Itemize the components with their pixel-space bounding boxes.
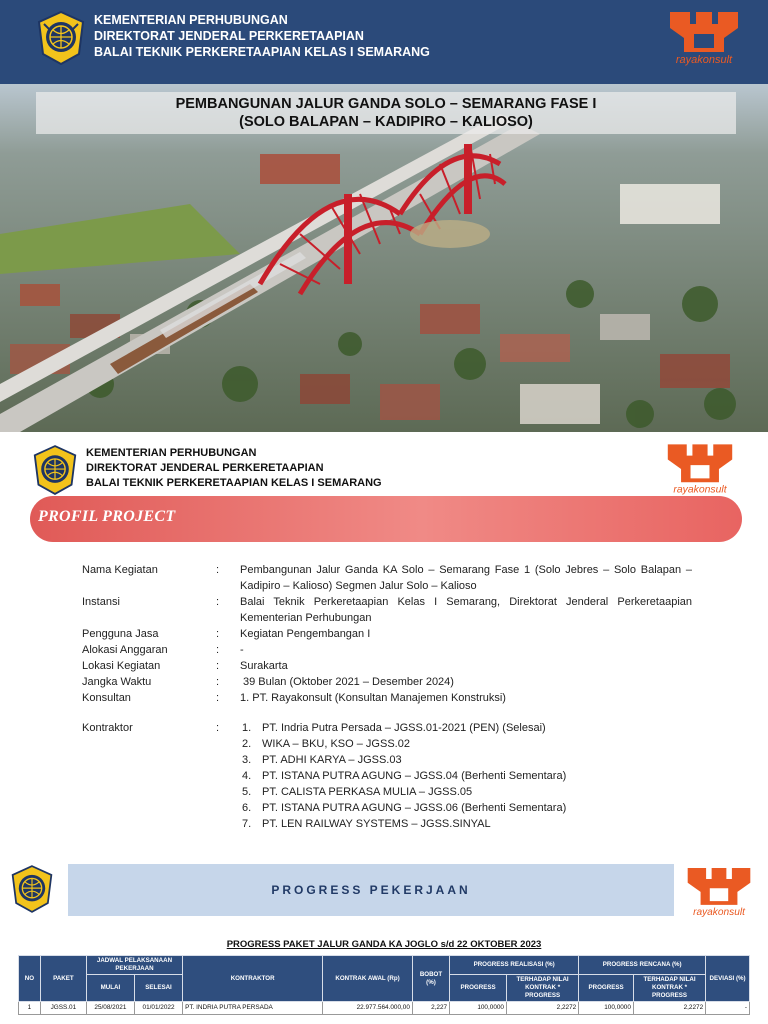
info-colon: :	[216, 660, 220, 672]
org-line-1: KEMENTERIAN PERHUBUNGAN	[86, 447, 257, 459]
list-item-number: 6.	[242, 802, 252, 814]
list-item-text: PT. CALISTA PERKASA MULIA – JGSS.05	[262, 786, 473, 798]
list-item-number: 4.	[242, 770, 252, 782]
cover-title-line-2: (SOLO BALAPAN – KADIPIRO – KALIOSO)	[239, 114, 533, 130]
cell-selesai: 01/01/2022	[134, 1002, 182, 1015]
info-row-alokasi-anggaran	[82, 642, 692, 658]
list-item-text: PT. LEN RAILWAY SYSTEMS – JGSS.SINYAL	[262, 818, 491, 830]
rayakonsult-logo-icon	[664, 440, 736, 496]
col-realisasi: PROGRESS REALISASI (%)	[450, 956, 579, 975]
info-label: Alokasi Anggaran	[82, 644, 168, 656]
info-value: Balai Teknik Perkeretaapian Kelas I Semarang, Direktorat Jenderal Perkeretaapian Kementerian Perhubungan	[240, 596, 692, 624]
list-item-number: 3.	[242, 754, 252, 766]
col-no: NO	[19, 956, 41, 1002]
col-selesai: SELESAI	[134, 975, 182, 1002]
aerial-bridge-photo	[0, 84, 768, 432]
organization-name	[86, 446, 382, 491]
list-item	[240, 752, 692, 768]
profil-slide	[0, 432, 768, 856]
info-row-konsultan	[82, 690, 692, 706]
info-value: Surakarta	[240, 660, 288, 672]
list-item	[240, 768, 692, 784]
info-colon: :	[216, 564, 220, 576]
contractor-list	[240, 720, 692, 832]
col-mulai: MULAI	[86, 975, 134, 1002]
col-paket: PAKET	[40, 956, 86, 1002]
cell-real-terhadap: 2,2272	[506, 1002, 578, 1015]
table-row	[19, 1002, 750, 1015]
rayakonsult-logo-icon	[666, 8, 742, 66]
col-jadwal: JADWAL PELAKSANAAN PEKERJAAN	[86, 956, 182, 975]
progress-section-band	[68, 864, 674, 916]
list-item-number: 7.	[242, 818, 252, 830]
list-item	[240, 816, 692, 832]
info-colon: :	[216, 692, 220, 704]
consultant-logo-text: rayakonsult	[675, 54, 733, 66]
list-item-text: PT. ISTANA PUTRA AGUNG – JGSS.04 (Berhenti Sementara)	[262, 770, 567, 782]
info-colon: :	[216, 628, 220, 640]
cell-paket: JGSS.01	[40, 1002, 86, 1015]
info-label: Nama Kegiatan	[82, 564, 158, 576]
cell-bobot: 2,227	[412, 1002, 449, 1015]
org-line-2: DIREKTORAT JENDERAL PERKERETAAPIAN	[94, 29, 364, 43]
col-real-progress: PROGRESS	[450, 975, 507, 1002]
list-item-number: 5.	[242, 786, 252, 798]
project-info-list	[82, 562, 692, 832]
cover-slide	[0, 0, 768, 432]
cover-title-line-1: PEMBANGUNAN JALUR GANDA SOLO – SEMARANG FASE I	[175, 96, 597, 112]
rayakonsult-logo-icon	[684, 864, 754, 918]
profil-section-bar	[30, 496, 742, 542]
info-row-pengguna-jasa	[82, 626, 692, 642]
cell-real-progress: 100,0000	[450, 1002, 507, 1015]
list-item-text: PT. ISTANA PUTRA AGUNG – JGSS.06 (Berhenti Sementara)	[262, 802, 567, 814]
cell-no: 1	[19, 1002, 41, 1015]
col-bobot: BOBOT (%)	[412, 956, 449, 1002]
col-kontraktor: KONTRAKTOR	[183, 956, 323, 1002]
org-line-1: KEMENTERIAN PERHUBUNGAN	[94, 13, 288, 27]
list-item	[240, 720, 692, 736]
consultant-logo-text: rayakonsult	[673, 484, 727, 496]
cell-mulai: 25/08/2021	[86, 1002, 134, 1015]
list-item	[240, 800, 692, 816]
info-value: -	[240, 644, 244, 656]
info-label: Jangka Waktu	[82, 676, 152, 688]
info-row-lokasi	[82, 658, 692, 674]
info-row-jangka-waktu	[82, 674, 692, 690]
col-rencana: PROGRESS RENCANA (%)	[579, 956, 706, 975]
org-line-3: BALAI TEKNIK PERKERETAAPIAN KELAS I SEMARANG	[86, 477, 382, 489]
list-item	[240, 784, 692, 800]
org-line-2: DIREKTORAT JENDERAL PERKERETAAPIAN	[86, 462, 324, 474]
profil-section-title: PROFIL PROJECT	[38, 508, 176, 525]
cell-deviasi: -	[706, 1002, 750, 1015]
cell-renc-terhadap: 2,2272	[633, 1002, 705, 1015]
ministry-emblem-icon	[36, 10, 86, 66]
progress-slide	[0, 856, 768, 1024]
cover-header	[0, 0, 768, 84]
list-item-text: WIKA – BKU, KSO – JGSS.02	[262, 738, 410, 750]
info-row-nama-kegiatan	[82, 562, 692, 594]
info-value: 39 Bulan (Oktober 2021 – Desember 2024)	[243, 676, 454, 688]
info-value: Kegiatan Pengembangan I	[240, 628, 371, 640]
progress-section-title: PROGRESS PEKERJAAN	[271, 883, 471, 897]
col-renc-progress: PROGRESS	[579, 975, 634, 1002]
organization-name	[94, 12, 430, 60]
col-real-terhadap: TERHADAP NILAI KONTRAK * PROGRESS	[506, 975, 578, 1002]
info-colon: :	[216, 644, 220, 656]
list-item-number: 1.	[242, 722, 252, 734]
cell-kontrak: 22.977.564.000,00	[323, 1002, 413, 1015]
info-label: Pengguna Jasa	[82, 628, 159, 640]
progress-table-title: PROGRESS PAKET JALUR GANDA KA JOGLO s/d 22 OKTOBER 2023	[226, 939, 542, 950]
info-row-instansi	[82, 594, 692, 626]
info-value: 1. PT. Rayakonsult (Konsultan Manajemen Konstruksi)	[240, 692, 506, 704]
ministry-emblem-icon	[32, 444, 78, 496]
list-item-text: PT. ADHI KARYA – JGSS.03	[262, 754, 402, 766]
info-label: Konsultan	[82, 692, 131, 704]
info-label: Instansi	[82, 596, 120, 608]
info-label: Kontraktor	[82, 722, 133, 734]
info-colon: :	[216, 676, 220, 688]
info-row-kontraktor	[82, 720, 692, 832]
ministry-emblem-icon	[10, 864, 54, 914]
col-deviasi: DEVIASI (%)	[706, 956, 750, 1002]
col-renc-terhadap: TERHADAP NILAI KONTRAK * PROGRESS	[633, 975, 705, 1002]
cell-kontraktor: PT. INDRIA PUTRA PERSADA	[183, 1002, 323, 1015]
cover-title	[36, 92, 736, 134]
info-colon: :	[216, 596, 220, 608]
col-kontrak: KONTRAK AWAL (Rp)	[323, 956, 413, 1002]
cell-renc-progress: 100,0000	[579, 1002, 634, 1015]
info-label: Lokasi Kegiatan	[82, 660, 161, 672]
info-colon: :	[216, 722, 220, 734]
consultant-logo-text: rayakonsult	[693, 906, 745, 918]
progress-table	[18, 955, 750, 1015]
list-item-number: 2.	[242, 738, 252, 750]
info-value: Pembangunan Jalur Ganda KA Solo – Semarang Fase 1 (Solo Jebres – Solo Balapan – Kadipiro – Kalioso) Segmen Jalur Solo – Kalioso	[240, 564, 692, 592]
list-item-text: PT. Indria Putra Persada – JGSS.01-2021 (PEN) (Selesai)	[262, 722, 546, 734]
list-item	[240, 736, 692, 752]
org-line-3: BALAI TEKNIK PERKERETAAPIAN KELAS I SEMARANG	[94, 45, 430, 59]
